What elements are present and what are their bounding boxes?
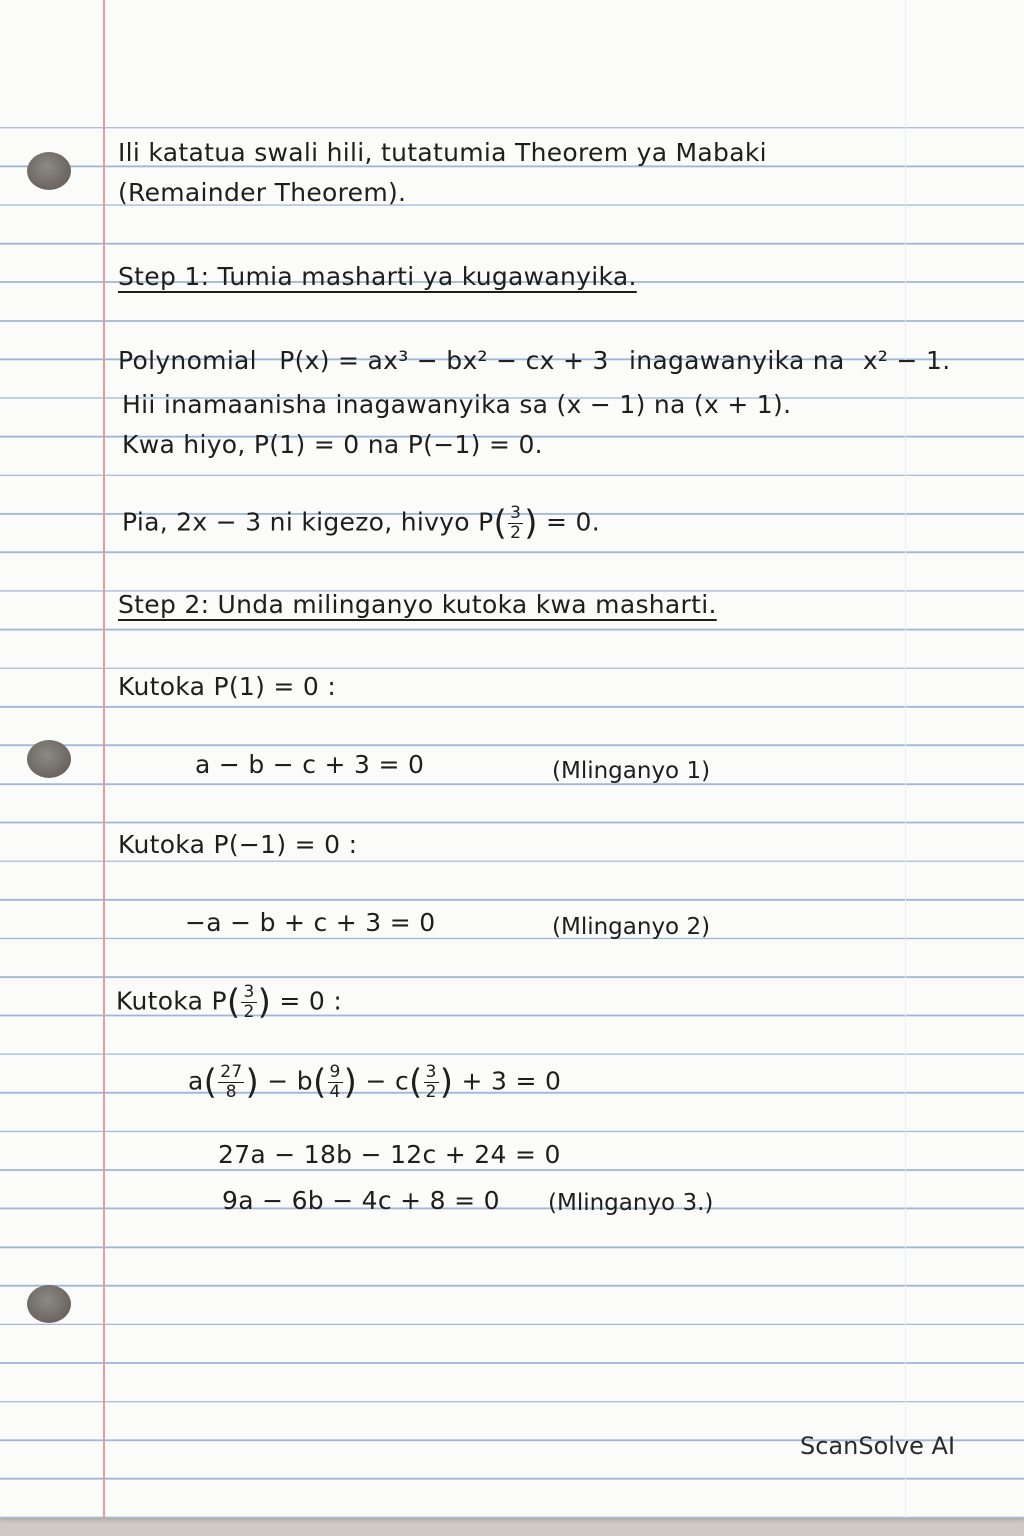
pia-suffix: = 0. <box>537 507 600 537</box>
poly-mid: inagawanyika na <box>628 346 845 375</box>
poly-divisor: x² − 1. <box>862 346 951 375</box>
fraction-27-8 <box>218 1064 244 1101</box>
equation-1-label: (Mlinganyo 1) <box>552 758 711 784</box>
fraction-denominator: 8 <box>225 1082 237 1102</box>
close-paren: ) <box>439 1062 454 1103</box>
intro-line-2: (Remainder Theorem). <box>118 178 407 207</box>
close-paren: ) <box>524 503 538 544</box>
from-p-minus-1: Kutoka P(−1) = 0 : <box>118 830 358 859</box>
fraction-three-halves <box>241 984 256 1021</box>
equation-3-simplified: 9a − 6b − 4c + 8 = 0 <box>222 1186 500 1215</box>
open-paren: ( <box>409 1062 423 1103</box>
pia-prefix: Pia, 2x − 3 ni kigezo, hivyo P <box>122 507 494 537</box>
fraction-three-halves <box>508 505 523 542</box>
equation-3-substituted <box>188 1064 561 1101</box>
open-paren: ( <box>226 982 241 1023</box>
fraction-numerator: 3 <box>425 1062 437 1082</box>
poly-prefix: Polynomial <box>118 346 257 375</box>
right-margin-line <box>905 0 906 1518</box>
fraction-denominator: 4 <box>329 1082 341 1102</box>
brand-watermark: ScanSolve AI <box>800 1432 956 1460</box>
fraction-numerator: 3 <box>243 982 255 1002</box>
fraction-numerator: 9 <box>329 1062 341 1082</box>
step1-line-2: Hii inamaanisha inagawanyika sa (x − 1) na (x + 1). <box>122 390 792 419</box>
equation-2-label: (Mlinganyo 2) <box>552 914 711 940</box>
open-paren: ( <box>493 503 508 544</box>
equation-3-label: (Mlinganyo 3.) <box>548 1190 714 1216</box>
fraction-3-2 <box>424 1064 439 1101</box>
from3-prefix: Kutoka P <box>116 986 227 1016</box>
from-p-three-halves <box>116 984 342 1021</box>
term-a: a <box>188 1066 204 1096</box>
intro-line-1: Ili katatua swali hili, tutatumia Theorem ya Mabaki <box>118 138 767 167</box>
step1-line-3: Kwa hiyo, P(1) = 0 na P(−1) = 0. <box>122 430 543 459</box>
fraction-numerator: 3 <box>510 503 522 523</box>
punch-hole-middle <box>27 740 71 778</box>
fraction-denominator: 2 <box>425 1082 437 1102</box>
from3-suffix: = 0 : <box>271 986 343 1016</box>
fraction-numerator: 27 <box>220 1062 243 1082</box>
step1-heading: Step 1: Tumia masharti ya kugawanyika. <box>118 262 637 291</box>
open-paren: ( <box>203 1062 218 1103</box>
punch-hole-bottom <box>27 1285 71 1323</box>
term-tail: + 3 = 0 <box>453 1066 562 1096</box>
fraction-denominator: 2 <box>243 1002 255 1022</box>
fraction-9-4 <box>328 1064 343 1101</box>
punch-hole-top <box>27 152 71 190</box>
fraction-denominator: 2 <box>510 523 522 543</box>
term-b: − b <box>259 1066 313 1096</box>
equation-3-expanded: 27a − 18b − 12c + 24 = 0 <box>218 1140 561 1169</box>
equation-1: a − b − c + 3 = 0 <box>195 750 425 779</box>
equation-2: −a − b + c + 3 = 0 <box>185 908 436 937</box>
close-paren: ) <box>245 1062 260 1103</box>
close-paren: ) <box>257 982 272 1023</box>
from-p1: Kutoka P(1) = 0 : <box>118 672 337 701</box>
step2-heading: Step 2: Unda milinganyo kutoka kwa masharti. <box>118 590 717 619</box>
polynomial-statement <box>118 346 950 375</box>
close-paren: ) <box>343 1062 358 1103</box>
open-paren: ( <box>312 1062 327 1103</box>
term-c: − c <box>357 1066 410 1096</box>
poly-expression: P(x) = ax³ − bx² − cx + 3 <box>279 346 609 375</box>
margin-line <box>103 0 105 1518</box>
pia-statement <box>122 505 600 542</box>
